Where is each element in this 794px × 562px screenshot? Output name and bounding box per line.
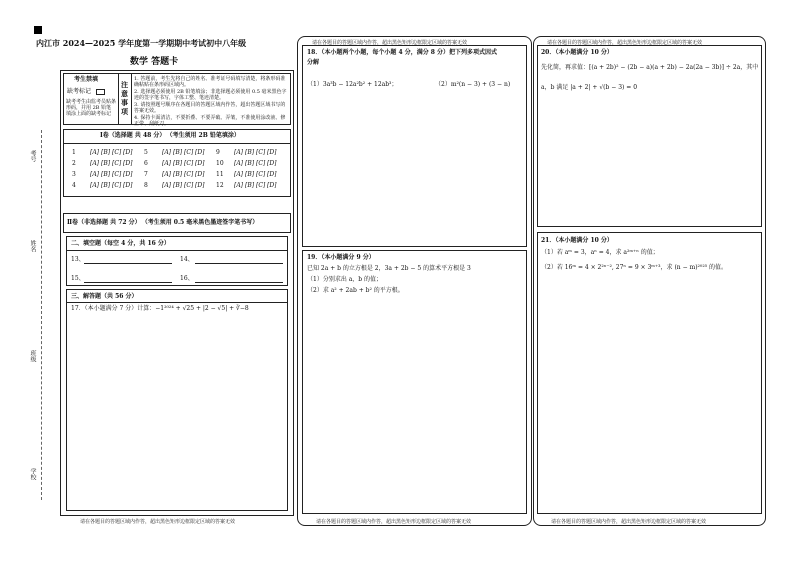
solution-heading-divider bbox=[66, 302, 288, 303]
choice-option[interactable]: [B] bbox=[173, 149, 183, 156]
choice-number: 5 bbox=[144, 149, 148, 156]
notice-1: 1. 答题前，考生先将自己的姓名、准考证号码填写清楚，将条形码准确粘贴在条形码区域内。 bbox=[134, 76, 286, 88]
choice-number: 1 bbox=[72, 149, 76, 156]
choice-option[interactable]: [B] bbox=[245, 182, 255, 189]
q19-answer-area[interactable] bbox=[303, 298, 526, 513]
q19-heading: 19．（本小题满分 9 分） bbox=[307, 254, 375, 261]
choice-option[interactable]: [D] bbox=[267, 171, 277, 178]
choice-option[interactable]: [B] bbox=[173, 182, 183, 189]
part2-note: （考生须用 0.5 毫米黑色墨迹签字笔书写） bbox=[144, 219, 259, 226]
solution-heading: 三、解答题（共 56 分） bbox=[71, 293, 138, 300]
choice-option[interactable]: [C] bbox=[256, 171, 266, 178]
choice-option[interactable]: [A] bbox=[90, 160, 100, 167]
q18-stem-line2: 分解 bbox=[307, 59, 320, 66]
choice-number: 9 bbox=[216, 149, 220, 156]
choice-option[interactable]: [D] bbox=[123, 160, 133, 167]
exam-title: 内江市 2024—2025 学年度第一学期期中考试初中八年级 bbox=[36, 38, 247, 48]
choice-option[interactable]: [C] bbox=[184, 149, 194, 156]
q21-answer-area[interactable] bbox=[538, 276, 761, 513]
choice-option[interactable]: [B] bbox=[173, 160, 183, 167]
choice-option[interactable]: [C] bbox=[112, 160, 122, 167]
fill-answer-13[interactable] bbox=[84, 263, 172, 264]
choice-option[interactable]: [D] bbox=[195, 160, 205, 167]
part1-divider bbox=[63, 143, 291, 144]
choice-option[interactable]: [A] bbox=[90, 149, 100, 156]
answer-sheet-subtitle: 数学 答题卡 bbox=[130, 57, 179, 67]
part2-header bbox=[67, 219, 258, 227]
fill-answer-14[interactable] bbox=[195, 263, 283, 264]
column-2-footer-warning: 请在各题目的答题区域内作答，超出黑色矩形边框限定区域的答案无效 bbox=[316, 519, 472, 525]
fill-heading-divider bbox=[66, 250, 288, 251]
candidate-heading: 考生禁填 bbox=[74, 76, 99, 83]
notice-divider bbox=[131, 73, 132, 125]
margin-label-school: 学校 bbox=[29, 468, 36, 480]
choice-option[interactable]: [A] bbox=[234, 149, 244, 156]
choice-option[interactable]: [D] bbox=[195, 182, 205, 189]
choice-option[interactable]: [A] bbox=[162, 171, 172, 178]
choice-option[interactable]: [C] bbox=[256, 149, 266, 156]
choice-option[interactable]: [A] bbox=[234, 171, 244, 178]
choice-option[interactable]: [B] bbox=[101, 160, 111, 167]
notice-2: 2. 选择题必须使用 2B 铅笔填涂；非选择题必须使用 0.5 毫米黑色字迹的签字笔书写，字体工整、笔迹清楚。 bbox=[134, 89, 287, 101]
info-divider bbox=[118, 73, 119, 125]
fill-blank-heading: 二、填空题（每空 4 分，共 16 分） bbox=[71, 240, 170, 247]
choice-option[interactable]: [B] bbox=[101, 171, 111, 178]
choice-option[interactable]: [D] bbox=[123, 182, 133, 189]
choice-option[interactable]: [B] bbox=[101, 149, 111, 156]
margin-dashed-line bbox=[41, 130, 42, 500]
choice-option[interactable]: [B] bbox=[101, 182, 111, 189]
q18-part-1: （1）3a³b − 12a²b² + 12ab³； bbox=[307, 81, 398, 88]
choice-option[interactable]: [C] bbox=[184, 182, 194, 189]
choice-option[interactable]: [C] bbox=[256, 182, 266, 189]
choice-option[interactable]: [D] bbox=[267, 160, 277, 167]
notice-3: 3. 请按照题号顺序在各题目的答题区域内作答，超出答题区域书写的答案无效。 bbox=[134, 102, 286, 114]
q17-answer-area[interactable] bbox=[67, 315, 287, 510]
choice-number: 10 bbox=[216, 160, 224, 167]
choice-option[interactable]: [D] bbox=[267, 149, 277, 156]
notice-label: 注意事项 bbox=[121, 80, 128, 116]
fill-label-16: 16、 bbox=[180, 275, 194, 282]
q18-stem-line1: 18．（本小题两个小题，每个小题 4 分，满分 8 分）把下列多项式因式 bbox=[307, 49, 498, 56]
absent-mark-label: 缺考标记 bbox=[67, 88, 92, 95]
choice-number: 6 bbox=[144, 160, 148, 167]
choice-option[interactable]: [A] bbox=[162, 149, 172, 156]
fill-label-15: 15、 bbox=[71, 275, 85, 282]
q19-part-2: （2）求 a² + 2ab + b² 的平方根。 bbox=[307, 287, 404, 294]
choice-option[interactable]: [D] bbox=[123, 149, 133, 156]
q18-answer-area[interactable] bbox=[303, 92, 526, 246]
choice-number: 7 bbox=[144, 171, 148, 178]
q20-stem-line2: a，b 满足 |a + 2| + √(b − 3) = 0 bbox=[541, 84, 638, 91]
margin-label-class: 班级 bbox=[29, 350, 36, 362]
choice-option[interactable]: [A] bbox=[162, 160, 172, 167]
choice-option[interactable]: [B] bbox=[245, 160, 255, 167]
choice-option[interactable]: [B] bbox=[245, 171, 255, 178]
choice-option[interactable]: [C] bbox=[184, 160, 194, 167]
q18-part-2: （2）m²(n − 3) + (3 − n) bbox=[435, 81, 511, 88]
notice-4: 4. 保持卡面清洁，不要折叠、不要弄破、弄皱，不准使用涂改液、修正带、刮纸刀。 bbox=[134, 115, 286, 127]
choice-option[interactable]: [B] bbox=[173, 171, 183, 178]
margin-label-exam-number: 考号 bbox=[29, 150, 36, 162]
corner-mark bbox=[34, 26, 42, 34]
choice-option[interactable]: [A] bbox=[90, 182, 100, 189]
choice-option[interactable]: [A] bbox=[234, 160, 244, 167]
choice-option[interactable]: [C] bbox=[256, 160, 266, 167]
choice-option[interactable]: [C] bbox=[112, 171, 122, 178]
choice-option[interactable]: [C] bbox=[112, 149, 122, 156]
q19-part-1: （1）分别求出 a，b 的值； bbox=[307, 276, 383, 283]
choice-option[interactable]: [C] bbox=[112, 182, 122, 189]
fill-answer-15[interactable] bbox=[84, 282, 172, 283]
part1-note: （考生须用 2B 铅笔填涂） bbox=[169, 132, 240, 139]
choice-option[interactable]: [A] bbox=[90, 171, 100, 178]
part1-title: Ⅰ卷（选择题 共 48 分） bbox=[100, 132, 166, 139]
q21-part-2: （2）若 16ᵐ = 4 × 2²ⁿ⁻², 27ⁿ = 9 × 3ᵐ⁺³，求 (n − m)²⁰²⁵ 的值。 bbox=[541, 264, 728, 271]
column-1-footer-warning: 请在各题目的答题区域内作答，超出黑色矩形边框限定区域的答案无效 bbox=[80, 519, 236, 525]
column-2-header-warning: 请在各题目的答题区域内作答，超出黑色矩形边框限定区域的答案无效 bbox=[312, 40, 468, 46]
q20-stem-line1: 先化简，再求值：[(a + 2b)² − (2b − a)(a + 2b) − 2a(2a − 3b)] ÷ 2a，其中 bbox=[541, 64, 759, 71]
column-3-footer-warning: 请在各题目的答题区域内作答，超出黑色矩形边框限定区域的答案无效 bbox=[551, 519, 707, 525]
fill-label-13: 13、 bbox=[71, 256, 85, 263]
choice-number: 8 bbox=[144, 182, 148, 189]
q20-heading: 20．（本小题满分 10 分） bbox=[541, 49, 613, 56]
column-3-header-warning: 请在各题目的答题区域内作答，超出黑色矩形边框限定区域的答案无效 bbox=[547, 40, 703, 46]
fill-label-14: 14、 bbox=[180, 256, 194, 263]
part2-title: Ⅱ卷（非选择题 共 72 分） bbox=[67, 219, 141, 226]
choice-option[interactable]: [D] bbox=[195, 171, 205, 178]
question-17: 17．（本小题满分 7 分）计算：−1²⁰²⁴ + √25 + |2 − √5| + ∛−8 bbox=[71, 305, 249, 312]
part1-header bbox=[100, 132, 240, 140]
choice-number: 12 bbox=[216, 182, 224, 189]
q20-answer-area[interactable] bbox=[538, 96, 761, 226]
q21-part-1: （1）若 aᵐ = 3，aⁿ = 4，求 a²ᵐ⁺ⁿ 的值； bbox=[541, 249, 659, 256]
choice-option[interactable]: [D] bbox=[195, 149, 205, 156]
absent-note: 缺考考生由监考员贴条形码，并用 2B 铅笔填涂上面的缺考标记 bbox=[66, 99, 117, 117]
choice-option[interactable]: [C] bbox=[184, 171, 194, 178]
choice-number: 3 bbox=[72, 171, 76, 178]
q21-heading: 21．（本小题满分 10 分） bbox=[541, 237, 613, 244]
q19-stem: 已知 2a + b 的立方根是 2，3a + 2b − 5 的算术平方根是 3 bbox=[307, 265, 471, 272]
notices-list bbox=[134, 76, 288, 127]
choice-number: 11 bbox=[216, 171, 224, 178]
absent-mark-checkbox[interactable] bbox=[96, 89, 105, 95]
choice-option[interactable]: [D] bbox=[123, 171, 133, 178]
choice-option[interactable]: [A] bbox=[234, 182, 244, 189]
margin-label-name: 姓名 bbox=[29, 240, 36, 252]
choice-option[interactable]: [B] bbox=[245, 149, 255, 156]
choice-number: 2 bbox=[72, 160, 76, 167]
choice-number: 4 bbox=[72, 182, 76, 189]
fill-answer-16[interactable] bbox=[195, 282, 283, 283]
choice-option[interactable]: [A] bbox=[162, 182, 172, 189]
choice-option[interactable]: [D] bbox=[267, 182, 277, 189]
